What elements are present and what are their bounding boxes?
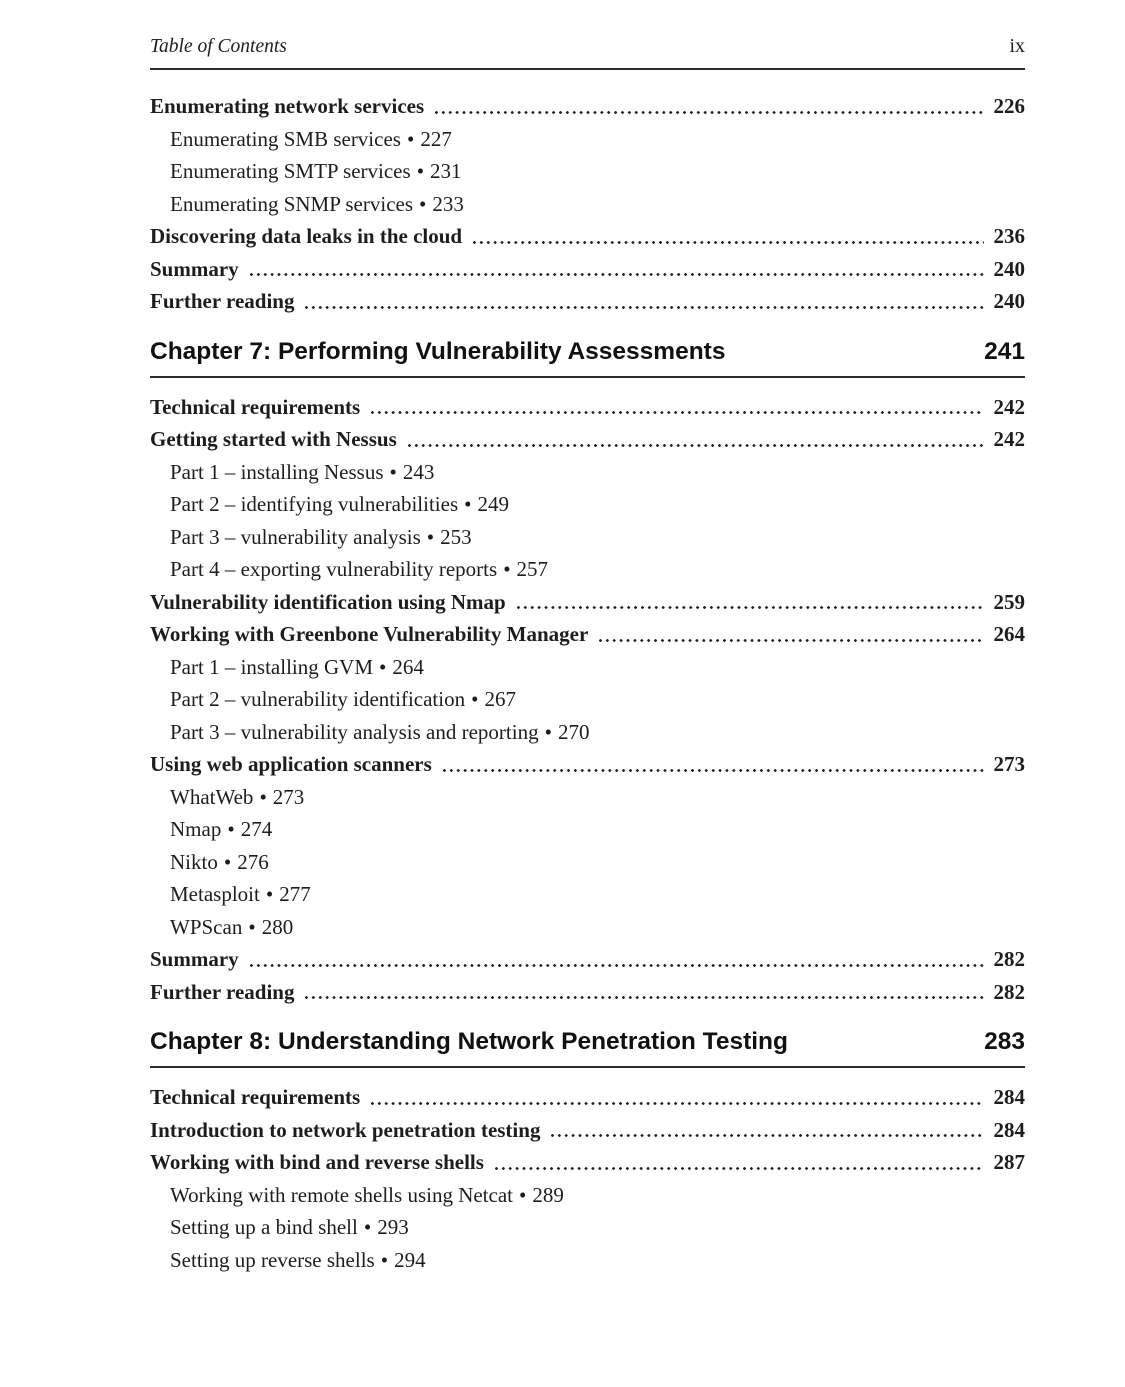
dotted-leader	[441, 769, 984, 772]
toc-subentry-label: Enumerating SMB services	[170, 126, 401, 151]
toc-subentry-label: Nikto	[170, 849, 218, 874]
toc-entry-label: Working with Greenbone Vulnerability Manager	[150, 622, 589, 646]
bullet-separator: •	[503, 557, 511, 581]
toc-entry-page: 242	[993, 394, 1025, 419]
toc-subentry-page: 243	[402, 459, 435, 484]
toc-subentry-label: Setting up a bind shell	[170, 1215, 358, 1239]
bullet-separator: •	[471, 687, 479, 711]
toc-subentry-page: 277	[279, 882, 311, 906]
running-header	[150, 34, 1025, 70]
toc-entry-page: 240	[993, 289, 1025, 313]
toc-entry-label: Technical requirements	[150, 394, 361, 419]
dotted-leader	[597, 639, 983, 642]
dotted-leader	[433, 111, 983, 114]
toc-subentry[interactable]	[150, 781, 1025, 814]
dotted-leader	[303, 306, 983, 309]
toc-subentry[interactable]	[150, 188, 1025, 221]
dotted-leader	[248, 273, 984, 276]
toc-subentry-label: Part 2 – vulnerability identification	[170, 687, 466, 711]
toc-entry[interactable]	[150, 943, 1025, 976]
toc-subentry[interactable]	[150, 1244, 1025, 1277]
bullet-separator: •	[519, 1182, 527, 1207]
toc-entry-page: 242	[993, 427, 1025, 451]
toc-entry-label: Technical requirements	[150, 1085, 361, 1109]
toc-subentry-page: 257	[516, 557, 549, 581]
dotted-leader	[369, 411, 983, 414]
toc-entry-label: Summary	[150, 947, 239, 971]
bullet-separator: •	[379, 654, 387, 679]
toc-subentry[interactable]	[150, 1179, 1025, 1212]
toc-subentry-label: Metasploit	[170, 882, 260, 906]
toc-entry[interactable]	[150, 285, 1025, 318]
bullet-separator: •	[380, 1247, 389, 1272]
toc-subentry-page: 249	[477, 492, 509, 516]
toc-subentry-label: Part 1 – installing Nessus	[170, 459, 384, 484]
toc-subentry-page: 294	[394, 1247, 426, 1272]
bullet-separator: •	[426, 524, 435, 549]
toc-entry-page: 284	[993, 1085, 1025, 1109]
toc-entry[interactable]	[150, 748, 1025, 781]
dotted-leader	[549, 1134, 983, 1137]
bullet-separator: •	[265, 882, 274, 906]
toc-subentry-label: Part 2 – identifying vulnerabilities	[170, 492, 459, 516]
toc-subentry-label: Part 4 – exporting vulnerability reports	[170, 557, 498, 581]
toc-subentry[interactable]	[150, 488, 1025, 521]
bullet-separator: •	[227, 817, 235, 841]
toc-subentry-label: WhatWeb	[170, 784, 254, 809]
toc-subentry-label: Working with remote shells using Netcat	[170, 1182, 513, 1207]
toc-subentry-label: Part 1 – installing GVM	[170, 654, 373, 679]
toc-subentry[interactable]	[150, 651, 1025, 684]
bullet-separator: •	[223, 849, 232, 874]
dotted-leader	[406, 444, 984, 447]
toc-subentry-label: WPScan	[170, 914, 243, 939]
toc-subentry-page: 253	[440, 524, 472, 549]
toc-subentry-page: 274	[240, 817, 273, 841]
toc-subentry-page: 227	[420, 126, 452, 151]
toc-subentry[interactable]	[150, 813, 1025, 846]
dotted-leader	[369, 1102, 983, 1105]
bullet-separator: •	[363, 1215, 372, 1239]
toc-subentry[interactable]	[150, 911, 1025, 944]
chapter-heading-page: 283	[984, 1028, 1025, 1055]
toc-subentry-page: 267	[484, 687, 516, 711]
toc-subentry-page: 270	[557, 719, 590, 744]
chapter-heading-title: Chapter 8: Understanding Network Penetration Testing	[150, 1028, 788, 1055]
chapter-heading[interactable]	[150, 337, 1025, 378]
toc-subentry[interactable]	[150, 456, 1025, 489]
toc-subentry[interactable]	[150, 521, 1025, 554]
toc-subentry[interactable]	[150, 1211, 1025, 1244]
bullet-separator: •	[416, 159, 425, 183]
toc-subentry-page: 280	[261, 914, 294, 939]
toc-entry[interactable]	[150, 90, 1025, 123]
toc-entry-label: Enumerating network services	[150, 94, 425, 118]
toc-subentry-label: Enumerating SNMP services	[170, 191, 414, 216]
bullet-separator: •	[248, 914, 256, 939]
dotted-leader	[471, 241, 983, 244]
toc-entry[interactable]	[150, 976, 1025, 1009]
toc-entry-label: Summary	[150, 256, 239, 281]
toc-entry-label: Discovering data leaks in the cloud	[150, 224, 463, 248]
toc-entry-page: 259	[993, 589, 1025, 614]
toc-subentry-page: 264	[392, 654, 424, 679]
toc-subentry[interactable]	[150, 123, 1025, 156]
toc-subentry[interactable]	[150, 878, 1025, 911]
toc-subentry-page: 293	[377, 1215, 409, 1239]
dotted-leader	[248, 964, 984, 967]
bullet-separator: •	[406, 126, 415, 151]
toc-entry-label: Working with bind and reverse shells	[150, 1150, 484, 1174]
toc-subentry-label: Part 3 – vulnerability analysis and reporting	[170, 719, 539, 744]
toc-subentry-label: Part 3 – vulnerability analysis	[170, 524, 421, 549]
bullet-separator: •	[389, 459, 397, 484]
toc-entry-page: 240	[993, 256, 1025, 281]
toc-subentry-page: 231	[430, 159, 462, 183]
toc-entry-page: 284	[993, 1117, 1025, 1142]
toc-entry-page: 226	[993, 94, 1025, 118]
toc-entry-page: 282	[993, 979, 1025, 1004]
toc-entry-label: Further reading	[150, 979, 295, 1004]
toc-entry[interactable]	[150, 618, 1025, 651]
dotted-leader	[515, 606, 984, 609]
chapter-heading-page: 241	[984, 337, 1025, 365]
running-header-title: Table of Contents	[150, 36, 287, 57]
toc-subentry-label: Nmap	[170, 817, 222, 841]
toc-entry-label: Further reading	[150, 289, 295, 313]
toc-subentry-page: 276	[237, 849, 269, 874]
toc-entry-page: 236	[993, 224, 1025, 248]
toc-entry[interactable]	[150, 1146, 1025, 1179]
toc-entry[interactable]	[150, 1114, 1025, 1147]
toc-entry-label: Vulnerability identification using Nmap	[150, 589, 506, 614]
toc-entry-page: 282	[993, 947, 1025, 971]
toc-entry[interactable]	[150, 220, 1025, 253]
toc-subentry[interactable]	[150, 846, 1025, 879]
toc-subentry-label: Enumerating SMTP services	[170, 159, 411, 183]
toc-subentry-page: 233	[432, 191, 464, 216]
toc-entry[interactable]	[150, 423, 1025, 456]
toc-entry[interactable]	[150, 391, 1025, 424]
toc-entry[interactable]	[150, 1081, 1025, 1114]
toc-entry-page: 264	[993, 622, 1025, 646]
toc-entry-label: Getting started with Nessus	[150, 427, 397, 451]
toc-subentry[interactable]	[150, 155, 1025, 188]
dotted-leader	[493, 1167, 984, 1170]
toc-entry-label: Using web application scanners	[150, 752, 432, 776]
toc-list	[150, 70, 1025, 1276]
toc-entry-label: Introduction to network penetration testing	[150, 1117, 541, 1142]
toc-subentry-page: 289	[532, 1182, 564, 1207]
toc-subentry[interactable]	[150, 553, 1025, 586]
toc-subentry-page: 273	[272, 784, 305, 809]
toc-subentry-label: Setting up reverse shells	[170, 1247, 375, 1272]
toc-subentry[interactable]	[150, 683, 1025, 716]
bullet-separator: •	[464, 492, 472, 516]
toc-subentry[interactable]	[150, 716, 1025, 749]
toc-entry[interactable]	[150, 586, 1025, 619]
chapter-heading-title: Chapter 7: Performing Vulnerability Assessments	[150, 337, 726, 365]
bullet-separator: •	[544, 719, 552, 744]
toc-entry-page: 273	[993, 752, 1025, 776]
toc-entry-page: 287	[993, 1150, 1025, 1174]
bullet-separator: •	[259, 784, 267, 809]
toc-entry[interactable]	[150, 253, 1025, 286]
bullet-separator: •	[419, 191, 427, 216]
running-header-page-number: ix	[1009, 35, 1025, 57]
chapter-heading[interactable]	[150, 1027, 1025, 1068]
dotted-leader	[303, 996, 983, 999]
